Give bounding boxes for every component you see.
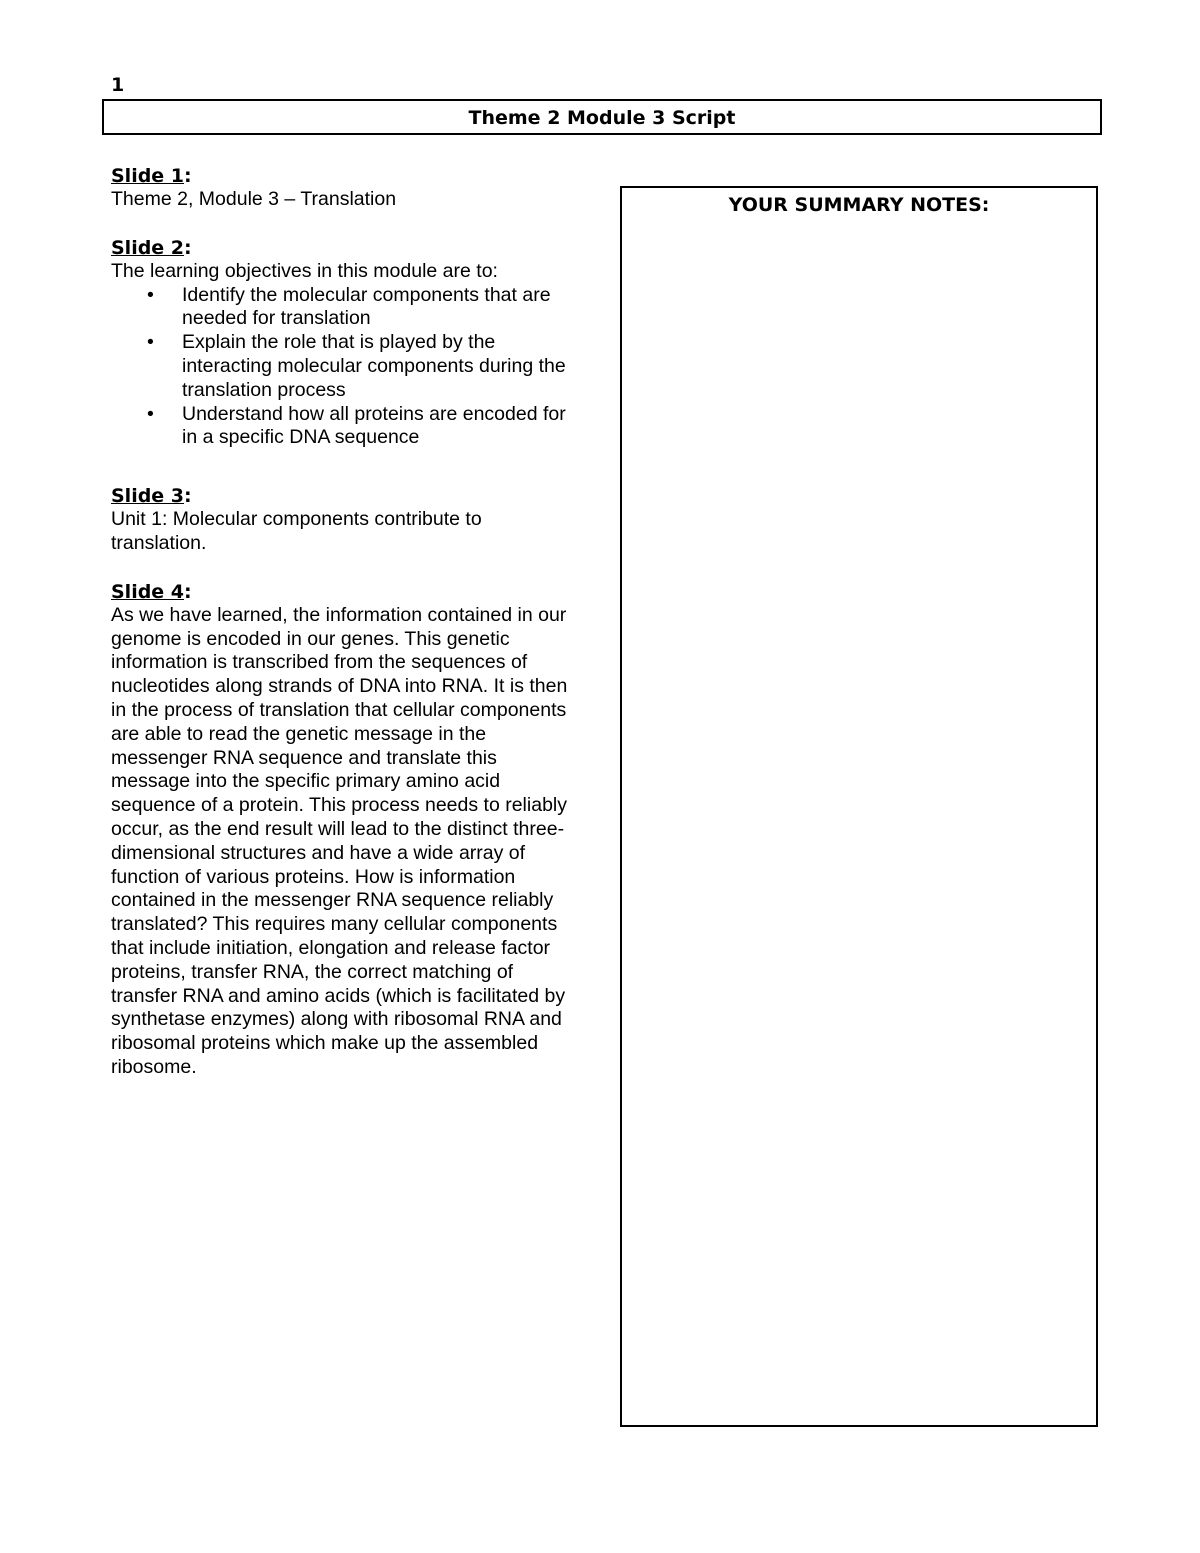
objective-item: [111, 403, 581, 451]
slide-2-intro: The learning objectives in this module are to:: [111, 259, 498, 282]
slide-2-colon: :: [184, 236, 192, 259]
objective-text: Explain the role that is played by the interacting molecular components during the translation process: [182, 331, 566, 401]
objective-text: Identify the molecular components that are needed for translation: [182, 283, 551, 330]
slide-3-heading: [111, 484, 581, 508]
objective-item: [111, 331, 581, 402]
slide-3-text: Unit 1: Molecular components contribute to translation.: [111, 508, 482, 554]
slide-3-colon: :: [184, 485, 192, 508]
slide-4-label: Slide 4: [111, 580, 185, 603]
slide-1-colon: :: [184, 165, 192, 187]
bullet-icon: •: [147, 331, 154, 354]
objective-item: [111, 284, 581, 332]
slide-2-heading: [111, 236, 581, 260]
slide-4-text: As we have learned, the information contained in our genome is encoded in our genes. This genetic information is transcribed from the sequences of nucleotides along strands of DNA into RNA. It is then in the process of translation that cellular components are able to read the genetic message in the messenger RNA sequence and translate this message into the specific primary amino acid sequence of a protein. This process needs to reliably occur, as the end result will lead to the distinct three-dimensional structures and have a wide array of function of various proteins. How is information contained in the messenger RNA sequence reliably translated? This requires many cellular components that include initiation, elongation and release factor proteins, transfer RNA, the correct matching of transfer RNA and amino acids (which is facilitated by synthetase enzymes) along with ribosomal RNA and ribosomal proteins which make up the assembled ribosome.: [111, 603, 568, 1078]
slide-1-heading: [111, 164, 581, 188]
summary-notes-heading: YOUR SUMMARY NOTES:: [728, 194, 990, 216]
slide-1-text: Theme 2, Module 3 – Translation: [111, 188, 397, 210]
slide-4-colon: :: [184, 580, 192, 603]
objective-text: Understand how all proteins are encoded for in a specific DNA sequence: [182, 402, 566, 449]
slide-4-heading: [111, 580, 581, 604]
summary-notes-box[interactable]: [620, 186, 1098, 1427]
slide-3-label: Slide 3: [111, 485, 185, 508]
slide-1-label: Slide 1: [111, 165, 185, 187]
page-number: 1: [111, 74, 125, 96]
slide-2-label: Slide 2: [111, 236, 185, 259]
objectives-list: [111, 284, 581, 451]
script-column: [111, 164, 581, 1080]
bullet-icon: •: [147, 402, 154, 425]
bullet-icon: •: [147, 283, 154, 306]
document-title: Theme 2 Module 3 Script: [102, 99, 1102, 135]
